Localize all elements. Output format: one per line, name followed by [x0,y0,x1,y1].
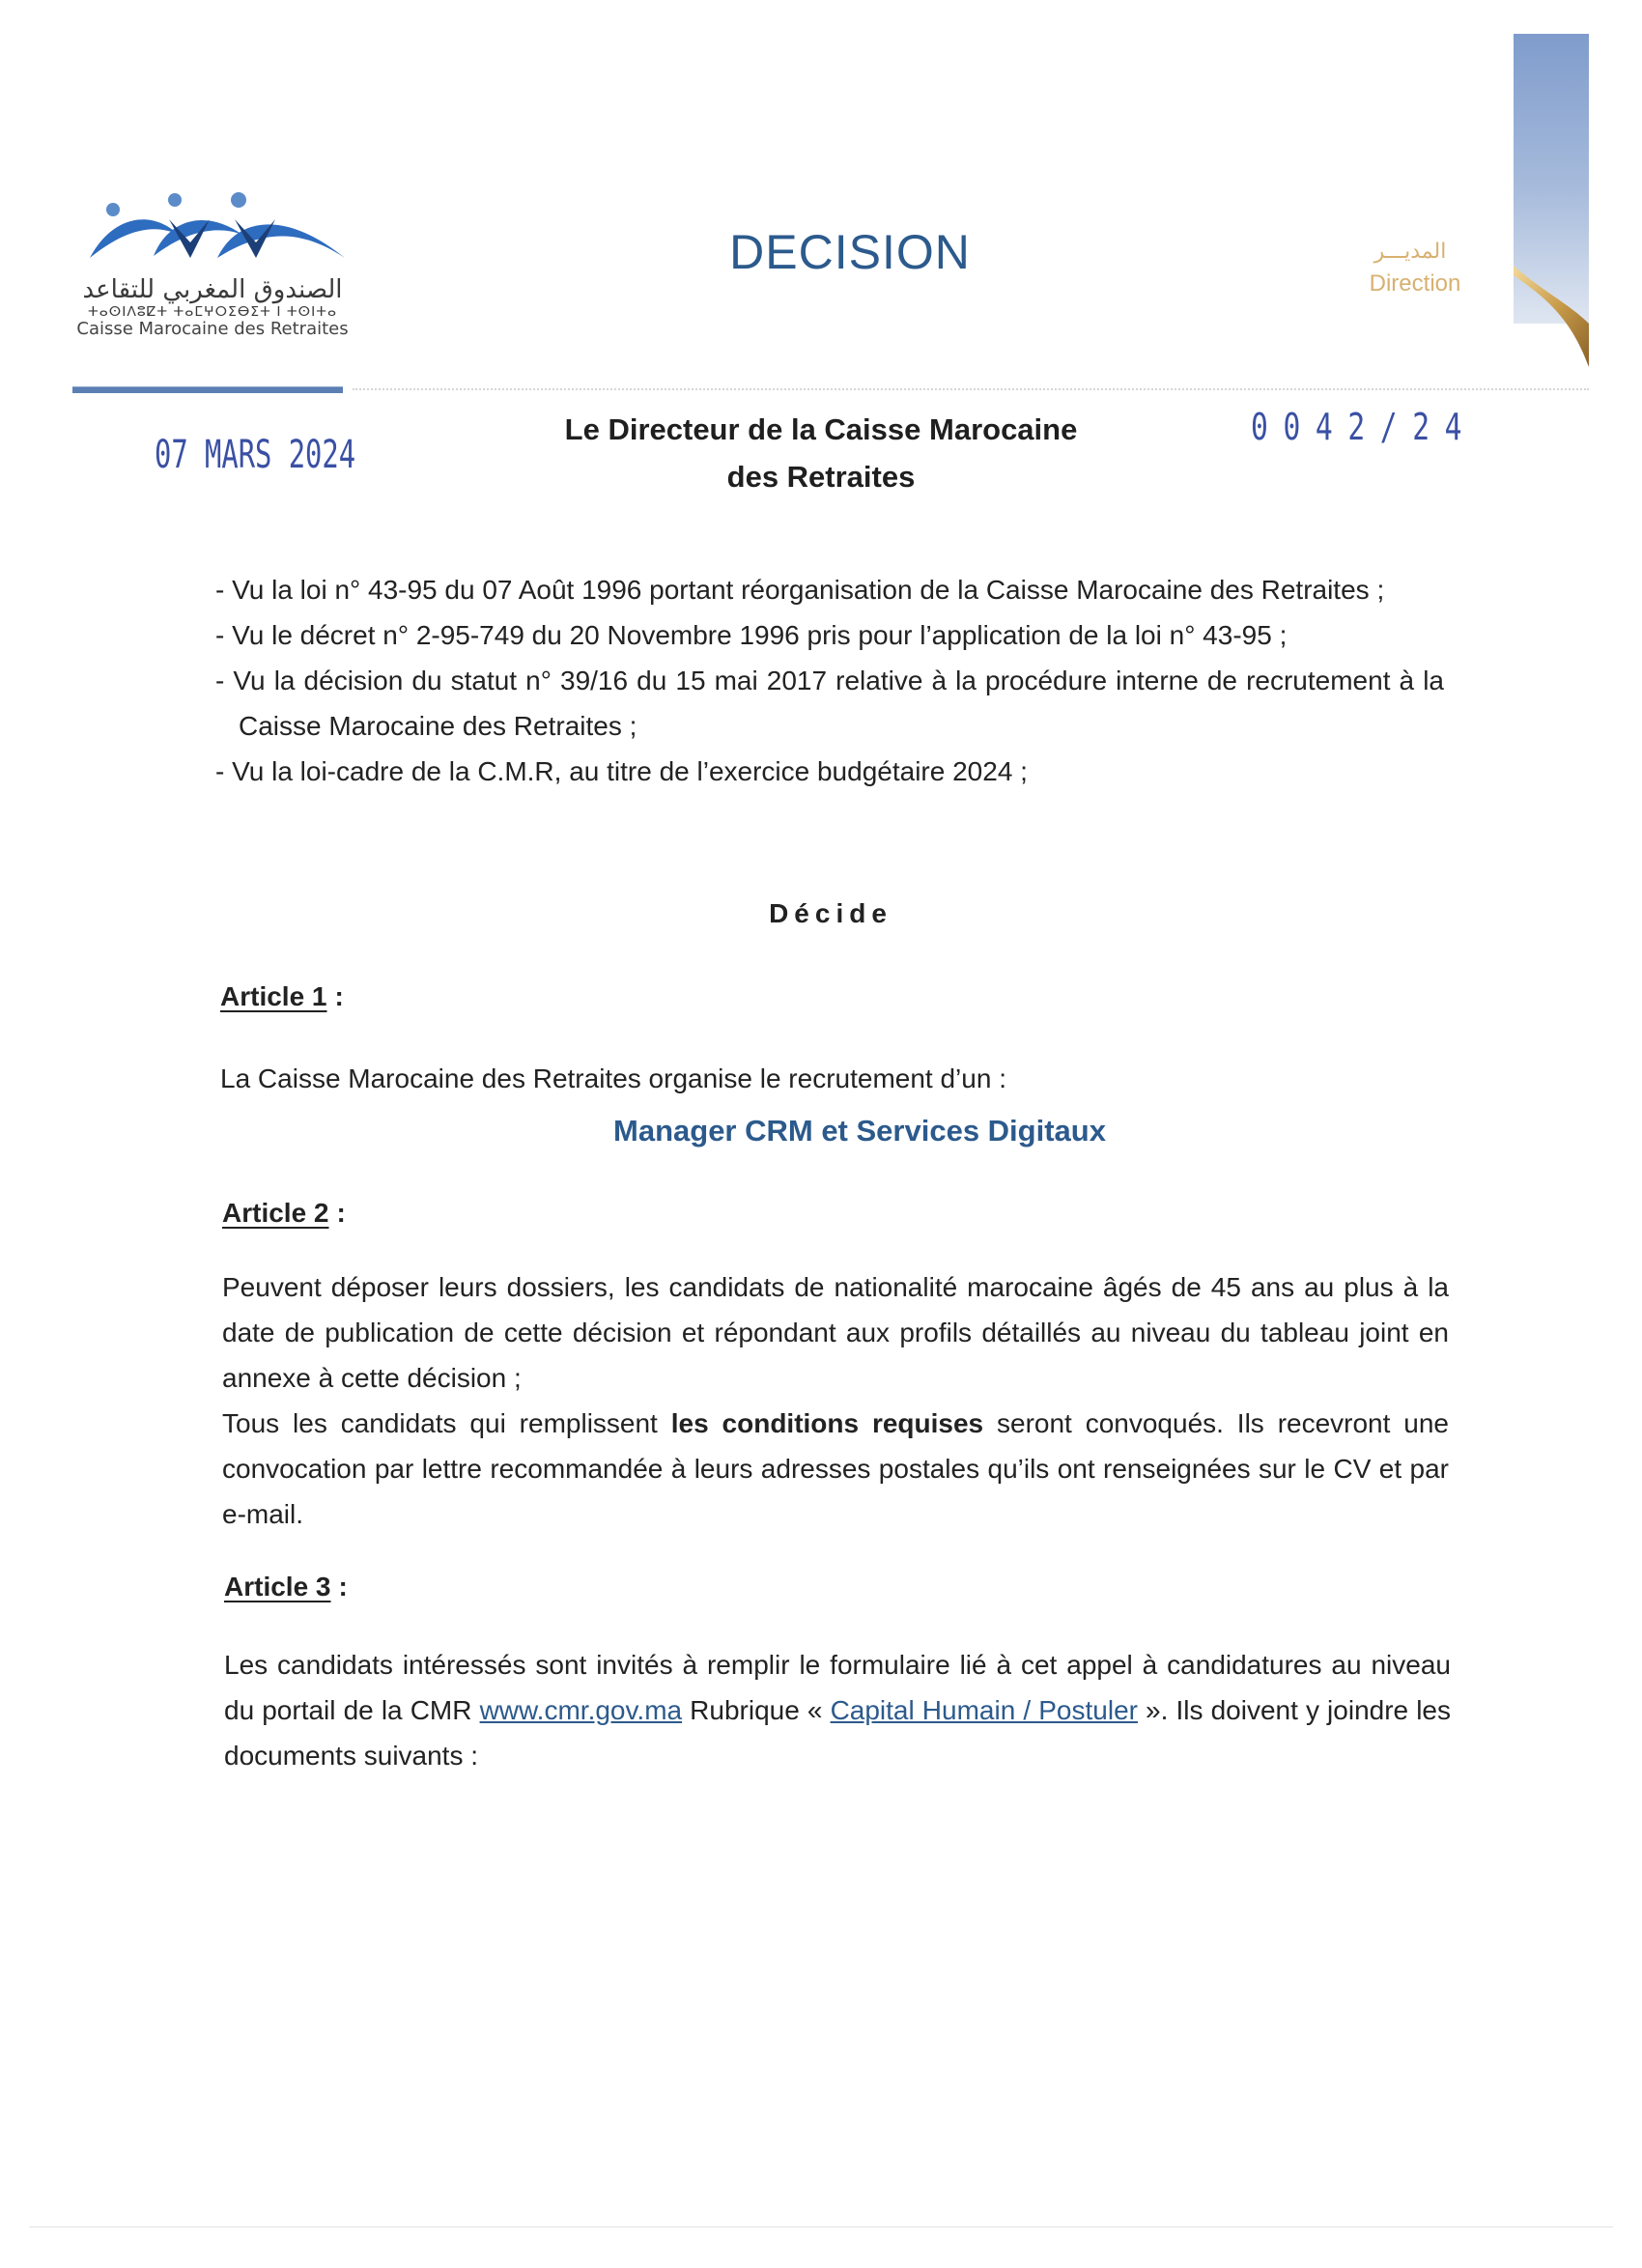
reference-number-stamp: 0042/24 [1251,406,1478,448]
heading-line-1: Le Directeur de la Caisse Marocaine [564,412,1078,446]
article-2-text [222,1264,1449,1537]
cmr-people-logo-icon [72,188,353,275]
heading-line-2: des Retraites [726,460,916,494]
consideration-item: - Vu le décret n° 2-95-749 du 20 Novembre 1996 pris pour l’application de la loi n° 43-95 ; [215,620,1288,650]
consideration-item: - Vu la loi-cadre de la C.M.R, au titre de l’exercice budgétaire 2024 ; [215,756,1028,786]
document-title: DECISION [729,225,971,279]
cmr-website-link[interactable]: www.cmr.gov.ma [479,1695,683,1725]
article-1-heading [220,981,344,1012]
header-dotted-rule [353,388,1589,390]
org-name-arabic: الصندوق المغربي للتقاعد [82,275,343,304]
decide-label: Décide [769,898,892,928]
org-name-french: Caisse Marocaine des Retraites [76,319,349,339]
article-2-title: Article 2 [222,1198,329,1228]
decision-heading [502,406,1140,500]
cmr-logo [72,188,362,343]
consideration-item: - Vu la décision du statut n° 39/16 du 15 mai 2017 relative à la procédure interne de recrutement à la Caisse Marocaine des Retraites ; [215,666,1444,741]
date-stamp: 07 MARS 2024 [155,433,356,477]
considerations-list [215,567,1444,794]
capital-humain-postuler-link[interactable]: Capital Humain / Postuler [830,1695,1138,1725]
page-bottom-rule [29,2226,1613,2227]
org-name-tifinagh: ⵜⴰⵙⵏⴷⵓⵇⵜ ⵜⴰⵎⵖⵔⵉⴱⵉⵜ ⵏ ⵜⵙⵏⵜⴰ [87,304,337,320]
post-title: Manager CRM et Services Digitaux [613,1114,1106,1148]
article-1-colon: : [334,981,344,1011]
decorative-ribbon [1512,34,1589,372]
article-2-heading [222,1198,346,1229]
article-3-text-part: Rubrique « [682,1695,831,1725]
conditions-requises-emphasis: les conditions requises [670,1408,984,1438]
direction-label-arabic: المديـــر [1373,240,1447,264]
direction-label-french: Direction [1369,270,1461,297]
article-2-colon: : [336,1198,346,1228]
consideration-item: - Vu la loi n° 43-95 du 07 Août 1996 portant réorganisation de la Caisse Marocaine des Retraites ; [215,575,1385,605]
article-3-text-part: ». Ils doivent y joindre les documents suivants : [224,1695,1451,1771]
article-2-text-part: Tous les candidats qui remplissent [222,1408,671,1438]
article-3-title: Article 3 [224,1572,331,1602]
article-3-heading [224,1572,348,1602]
article-1-text: La Caisse Marocaine des Retraites organise le recrutement d’un : [220,1063,1006,1093]
article-3-text-part: Les candidats intéressés sont invités à remplir le formulaire lié à cet appel à candidatures au niveau du portail de la CMR [224,1650,1451,1725]
article-3-colon: : [338,1572,348,1602]
header-blue-rule [72,386,343,393]
article-2-paragraph-2 [222,1401,1449,1537]
article-1-title: Article 1 [220,981,327,1011]
article-3-text [224,1642,1451,1778]
article-2-text-part: seront convoqués. Ils recevront une convocation par lettre recommandée à leurs adresses postales qu’ils ont renseignées sur le CV et par e-mail. [222,1408,1450,1529]
article-2-paragraph-1: Peuvent déposer leurs dossiers, les candidats de nationalité marocaine âgés de 45 ans au plus à la date de publication de cette décision et répondant aux profils détaillés au niveau du tableau joint en annexe à cette décision ; [222,1272,1449,1393]
